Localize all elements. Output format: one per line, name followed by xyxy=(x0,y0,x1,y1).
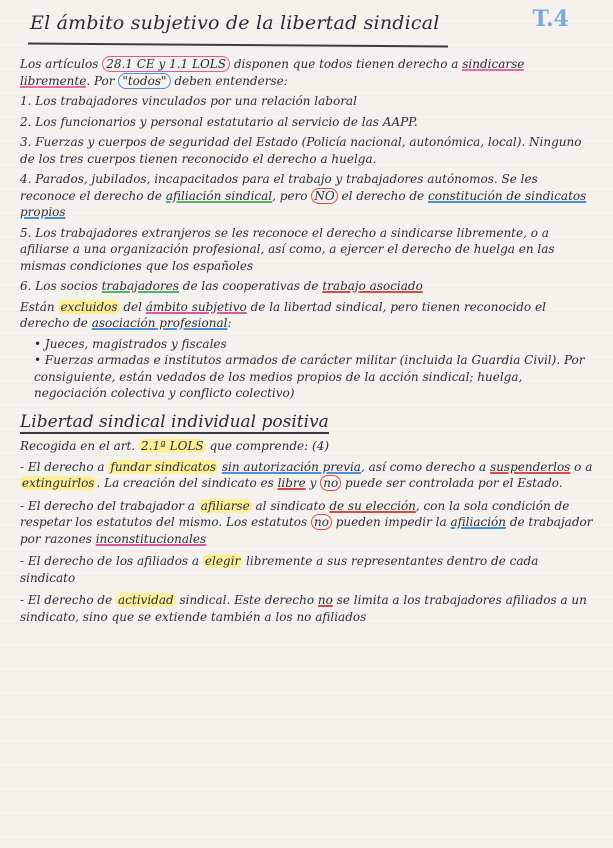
intro-text: . Por xyxy=(86,73,115,88)
item-text: Los trabajadores extranjeros se les reconoce el derecho a sindicarse libremente, o a afiliarse a una organización profesional, así como, a ejercer el derecho de huelga en las mismas condiciones que los españoles xyxy=(20,225,555,273)
highlight-fundar: fundar sindicatos xyxy=(110,459,216,474)
point-text: al sindicato xyxy=(255,498,326,513)
item-number: 6. xyxy=(20,279,32,293)
intro-text: deben entenderse: xyxy=(174,73,288,88)
highlight-libre: libre xyxy=(277,476,306,490)
item-text: Los socios xyxy=(35,279,98,293)
intro-paragraph xyxy=(20,56,595,89)
highlight-inconstitucionales: inconstitucionales xyxy=(95,531,207,546)
article-reference: 2.1ª LOLS xyxy=(141,439,204,453)
topic-badge: T.4 xyxy=(532,6,569,32)
section-title: Libertad sindical individual positiva xyxy=(20,414,329,435)
list-item-1 xyxy=(20,93,595,110)
item-text: Fuerzas y cuerpos de seguridad del Estado (Policía nacional, autonómica, local). Ninguno de los tres cuerpos tienen reconocido el derecho a huelga. xyxy=(20,135,582,166)
item-text: el derecho de xyxy=(341,188,425,203)
highlight-sindicarse: sindicarse libremente xyxy=(20,57,525,88)
point-text: pueden impedir la xyxy=(335,515,447,529)
point-text: El derecho de los afiliados a xyxy=(27,554,200,568)
item-number: 1. xyxy=(20,94,32,108)
point-text: El derecho a xyxy=(27,459,105,474)
bullet-text: Jueces, magistrados y fiscales xyxy=(44,336,227,351)
count-label: (4) xyxy=(312,439,330,453)
excluded-paragraph xyxy=(20,299,595,332)
point-2: - El derecho del trabajador a afiliarse al sindicato de su elección, con la sola condición de respetar los estatutos del mismo. Los estatutos no pueden impedir la afiliación de trabajador por razones inconstitucionales xyxy=(20,498,593,546)
point-text: y xyxy=(309,476,317,490)
highlight-afiliacion: afiliación xyxy=(450,515,506,529)
point-text: libremente a sus representantes dentro de cada sindicato xyxy=(20,554,539,585)
list-item-6 xyxy=(20,278,595,295)
list-item: • Fuerzas armadas e institutos armados de carácter militar (incluida la Guardia Civil). Por consiguiente, están vedados de los medios propios de la acción sindical; huelga, negociación colectiva y conflicto colectivo) xyxy=(34,353,585,400)
highlight-afiliacion: afiliación sindical xyxy=(165,188,273,203)
no-marker: no xyxy=(320,475,341,491)
section-text: Recogida en el art. xyxy=(20,439,136,453)
section-text: que comprende: xyxy=(209,439,309,453)
item-text: Los trabajadores vinculados por una relación laboral xyxy=(35,94,357,108)
item-text: de las cooperativas de xyxy=(182,279,319,293)
highlight-no: no xyxy=(317,593,333,607)
list-item-3 xyxy=(20,134,595,167)
article-reference: 28.1 CE y 1.1 LOLS xyxy=(102,56,230,72)
intro-text: disponen que todos tienen derecho a xyxy=(233,57,459,71)
point-text: , así como derecho a xyxy=(360,459,487,474)
item-text: Parados, jubilados, incapacitados para el trabajo y trabajadores autónomos. Se les reconoce el derecho de xyxy=(20,172,538,203)
point-text: se limita a los trabajadores afiliados a un sindicato, sino que se extiende también a los no afiliados xyxy=(20,593,587,624)
highlight-actividad: actividad xyxy=(118,593,174,607)
section-intro xyxy=(20,438,595,455)
notes-content xyxy=(20,56,595,631)
excluded-text: del xyxy=(123,299,142,314)
point-text: sindical. Este derecho xyxy=(179,593,315,607)
no-marker: no xyxy=(311,514,332,530)
point-text: puede ser controlada por el Estado. xyxy=(345,476,563,490)
item-number: 2. xyxy=(20,114,32,129)
point-3: - El derecho de los afiliados a elegir libremente a sus representantes dentro de cada sindicato xyxy=(20,554,539,585)
highlight-trabajo-asociado: trabajo asociado xyxy=(322,279,423,293)
point-text: de trabajador por razones xyxy=(20,515,593,546)
item-text: Los funcionarios y personal estatutario al servicio de las AAPP. xyxy=(35,114,418,129)
excluded-text: de la libertad sindical, pero tienen reconocido el derecho de xyxy=(20,299,546,330)
highlight-eleccion: de su elección xyxy=(329,498,416,513)
point-text: o a xyxy=(574,459,593,474)
highlight-autorizacion: sin autorización previa xyxy=(221,459,361,474)
list-item-4 xyxy=(20,171,595,221)
highlight-elegir: elegir xyxy=(204,554,241,568)
excluded-text: : xyxy=(227,316,232,330)
point-text: El derecho del trabajador a xyxy=(27,498,195,513)
todos-term: "todos" xyxy=(118,73,170,89)
item-number: 4. xyxy=(20,172,32,186)
title-underline xyxy=(28,43,448,48)
point-text: . La creación del sindicato es xyxy=(96,476,274,490)
no-marker: NO xyxy=(311,188,337,204)
highlight-extinguir: extinguirlos xyxy=(22,476,95,490)
highlight-suspender: suspenderlos xyxy=(490,459,571,474)
highlight-trabajadores: trabajadores xyxy=(101,279,179,293)
point-text: , con la sola condición de respetar los estatutos del mismo. Los estatutos xyxy=(20,498,570,529)
excluded-list xyxy=(34,336,595,402)
page-title: El ámbito subjetivo de la libertad sindical xyxy=(30,12,440,34)
point-text: El derecho de xyxy=(27,593,113,607)
item-number: 5. xyxy=(20,225,32,240)
list-item-5 xyxy=(20,225,595,275)
item-text: , pero xyxy=(272,188,308,203)
highlight-constitucion: constitución de sindicatos propios xyxy=(20,188,587,219)
highlight-ambito: ámbito subjetivo xyxy=(145,299,247,314)
intro-text: Los artículos xyxy=(20,57,99,71)
point-1: - El derecho a fundar sindicatos sin autorización previa, así como derecho a suspenderlos o a extinguirlos . La creación del sindicato es libre y no puede ser controlada por el Estado. xyxy=(20,459,593,490)
point-4: - El derecho de actividad sindical. Este derecho no se limita a los trabajadores afiliados a un sindicato, sino que se extiende también a los no afiliados xyxy=(20,593,587,624)
bullet-text: Fuerzas armadas e institutos armados de carácter militar (incluida la Guardia Civil). Por consiguiente, están vedados de los medios propios de la acción sindical; huelga, negociación colectiva y conflicto colectivo) xyxy=(34,353,585,400)
excluded-text: Están xyxy=(20,299,55,314)
item-number: 3. xyxy=(20,135,32,149)
list-item-2 xyxy=(20,114,595,131)
highlight-excluidos: excluidos xyxy=(60,299,118,314)
highlight-asociacion: asociación profesional xyxy=(91,316,228,330)
list-item: • Jueces, magistrados y fiscales xyxy=(34,336,227,351)
highlight-afiliarse: afiliarse xyxy=(200,498,250,513)
